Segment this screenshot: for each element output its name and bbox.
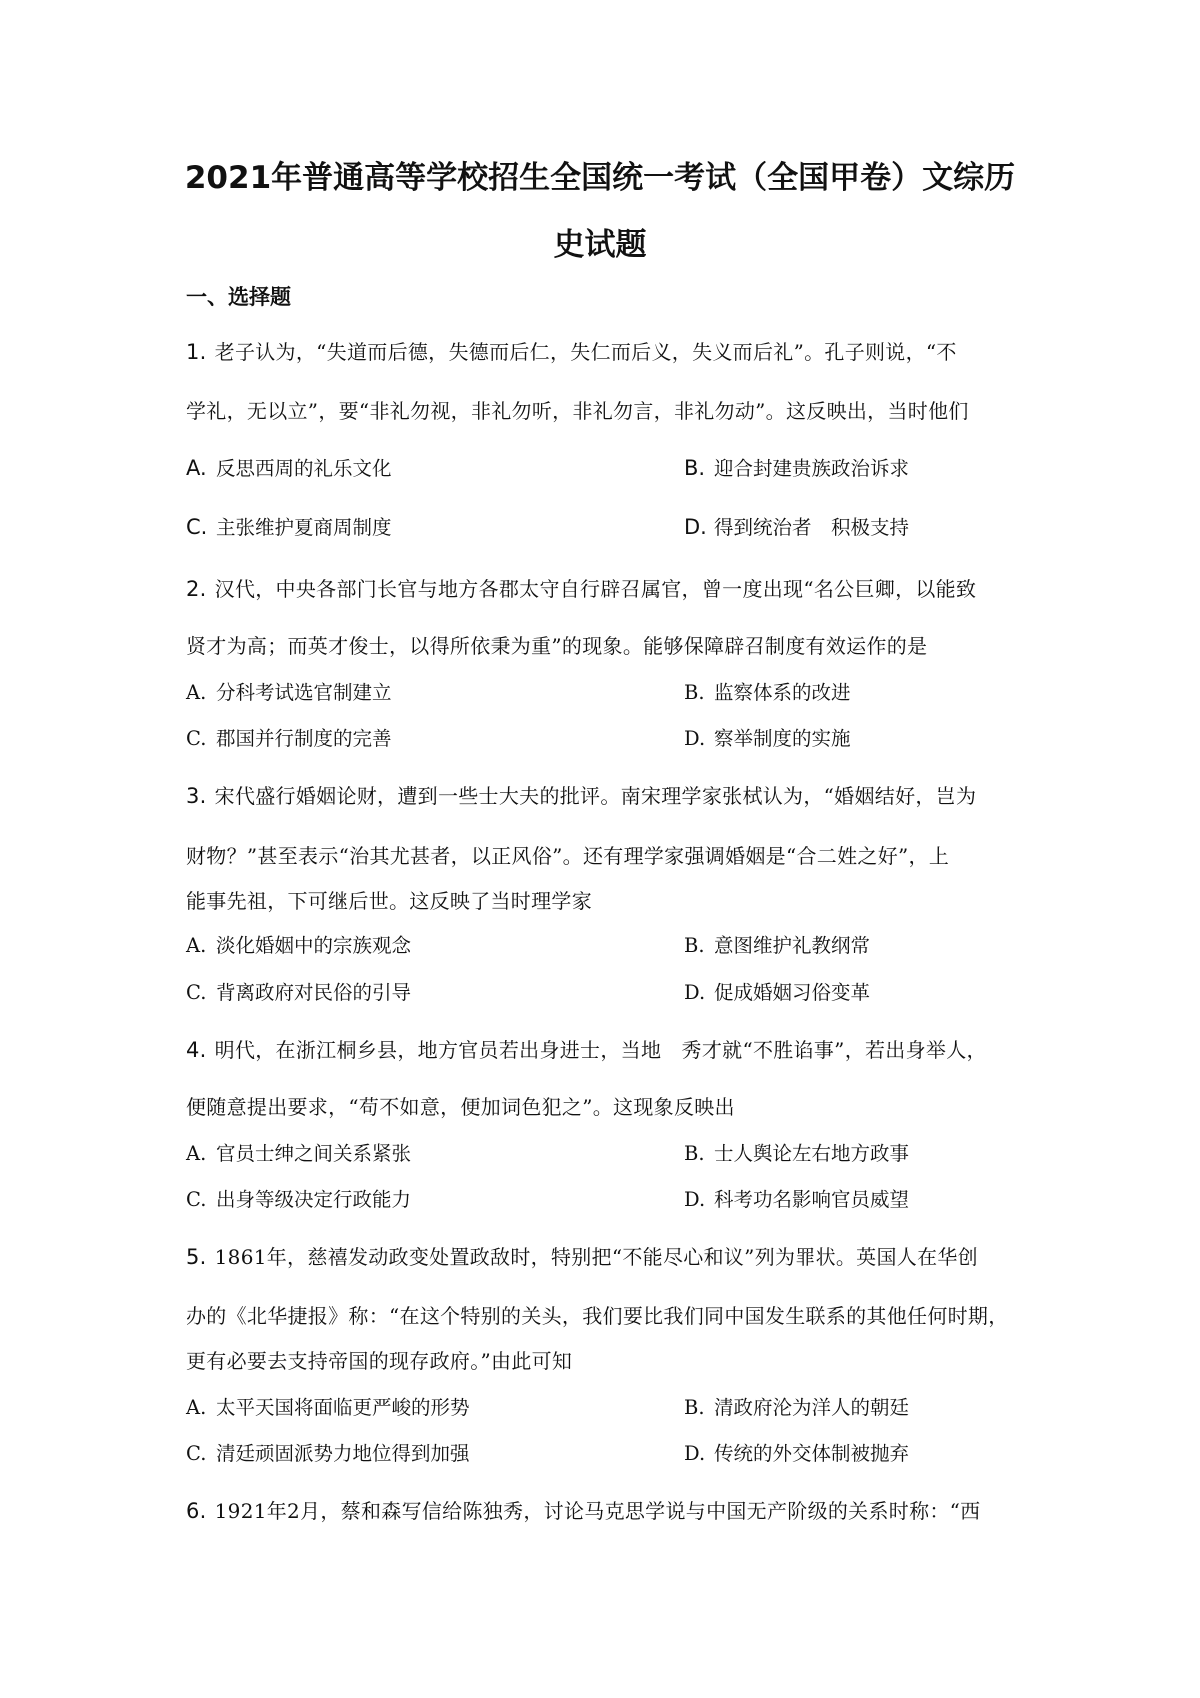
question-4-option-c: [186, 1186, 411, 1214]
question-number: 3.: [186, 784, 207, 808]
question-number: 6.: [186, 1499, 207, 1523]
option-letter: B.: [684, 456, 706, 480]
option-letter: D.: [684, 1442, 706, 1465]
option-letter: D.: [684, 981, 706, 1004]
option-text: 清廷顽固派势力地位得到加强: [216, 1442, 470, 1465]
option-text: 科考功名影响官员威望: [714, 1188, 910, 1211]
option-text: 士人舆论左右地方政事: [714, 1142, 910, 1165]
option-letter: C.: [186, 515, 208, 539]
option-letter: A.: [186, 1142, 207, 1165]
option-text: 分科考试选官制建立: [216, 681, 392, 704]
question-number: 4.: [186, 1038, 207, 1062]
question-3-option-c: [186, 979, 411, 1007]
option-letter: C.: [186, 1442, 207, 1465]
option-text: 传统的外交体制被抛弃: [714, 1442, 910, 1465]
question-3-option-a: [186, 932, 411, 960]
option-letter: A.: [186, 681, 207, 704]
question-3-line-2: 财物？”甚至表示“治其尤甚者，以正风俗”。还有理学家强调婚姻是“合二姓之好”，上: [186, 844, 950, 868]
question-1-option-d: [684, 513, 909, 542]
option-letter: D.: [684, 515, 707, 539]
option-text: 察举制度的实施: [714, 727, 851, 750]
question-text: 宋代盛行婚姻论财，遭到一些士大夫的批评。南宋理学家张栻认为，“婚姻结好，岂为: [214, 784, 977, 808]
option-letter: A.: [186, 456, 207, 480]
question-2-line-1: [186, 575, 976, 603]
option-text: 反思西周的礼乐文化: [216, 457, 392, 480]
question-5-line-3: 更有必要去支持帝国的现存政府。”由此可知: [186, 1349, 573, 1373]
question-6-line-1: [186, 1497, 981, 1525]
question-5-option-c: [186, 1440, 470, 1468]
question-1-option-a: [186, 454, 392, 483]
question-5-option-b: [684, 1394, 909, 1422]
question-number: 2.: [186, 577, 207, 601]
question-2-option-b: [684, 679, 851, 707]
option-text: 得到统治者 积极支持: [714, 516, 910, 539]
question-3-line-1: [186, 782, 976, 810]
question-2-option-c: [186, 725, 392, 753]
question-1-line-1: [186, 338, 957, 366]
question-5-option-d: [684, 1440, 909, 1468]
option-text: 意图维护礼教纲常: [714, 934, 871, 957]
option-text: 太平天国将面临更严峻的形势: [216, 1396, 470, 1419]
option-text: 监察体系的改进: [714, 681, 851, 704]
question-1-option-b: [684, 454, 909, 483]
section-heading: 一、选择题: [186, 285, 291, 309]
option-letter: C.: [186, 727, 207, 750]
question-5-line-1: [186, 1243, 978, 1271]
option-text: 清政府沦为洋人的朝廷: [714, 1396, 910, 1419]
question-1-option-c: [186, 513, 392, 542]
question-2-option-d: [684, 725, 851, 753]
question-number: 5.: [186, 1245, 207, 1269]
question-4-option-d: [684, 1186, 909, 1214]
question-3-line-3: 能事先祖，下可继后世。这反映了当时理学家: [186, 889, 592, 913]
option-letter: D.: [684, 1188, 706, 1211]
option-text: 郡国并行制度的完善: [216, 727, 392, 750]
option-text: 迎合封建贵族政治诉求: [714, 457, 910, 480]
option-letter: B.: [684, 1396, 705, 1419]
option-text: 出身等级决定行政能力: [216, 1188, 412, 1211]
option-text: 促成婚姻习俗变革: [714, 981, 871, 1004]
option-text: 主张维护夏商周制度: [216, 516, 392, 539]
question-2-option-a: [186, 679, 392, 707]
exam-title-line-1: 2021年普通高等学校招生全国统一考试（全国甲卷）文综历: [184, 160, 1016, 196]
option-letter: C.: [186, 981, 207, 1004]
question-text: 1861年，慈禧发动政变处置政敌时，特别把“不能尽心和议”列为罪状。英国人在华创: [214, 1245, 978, 1269]
option-letter: B.: [684, 681, 705, 704]
option-letter: B.: [684, 1142, 705, 1165]
question-1-line-2: 学礼，无以立”，要“非礼勿视，非礼勿听，非礼勿言，非礼勿动”。这反映出，当时他们: [186, 399, 969, 423]
option-letter: C.: [186, 1188, 207, 1211]
question-5-line-2: 办的《北华捷报》称：“在这个特别的关头，我们要比我们同中国发生联系的其他任何时期，: [186, 1304, 1009, 1328]
option-text: 背离政府对民俗的引导: [216, 981, 412, 1004]
question-text: 1921年2月，蔡和森写信给陈独秀，讨论马克思学说与中国无产阶级的关系时称：“西: [214, 1499, 981, 1523]
option-letter: A.: [186, 1396, 207, 1419]
option-text: 淡化婚姻中的宗族观念: [216, 934, 412, 957]
question-4-line-1: [186, 1036, 987, 1064]
question-4-option-a: [186, 1140, 411, 1168]
question-text: 老子认为，“失道而后德，失德而后仁，失仁而后义，失义而后礼”。孔子则说，“不: [214, 340, 957, 364]
question-3-option-b: [684, 932, 870, 960]
question-4-option-b: [684, 1140, 909, 1168]
question-text: 明代，在浙江桐乡县，地方官员若出身进士，当地 秀才就“不胜谄事”，若出身举人，: [214, 1038, 987, 1062]
question-5-option-a: [186, 1394, 470, 1422]
option-letter: D.: [684, 727, 706, 750]
question-number: 1.: [186, 340, 207, 364]
question-4-line-2: 便随意提出要求，“苟不如意，便加词色犯之”。这现象反映出: [186, 1095, 735, 1119]
exam-title-line-2: 史试题: [553, 227, 647, 263]
question-3-option-d: [684, 979, 870, 1007]
question-text: 汉代，中央各部门长官与地方各郡太守自行辟召属官，曾一度出现“名公巨卿，以能致: [214, 577, 977, 601]
option-letter: B.: [684, 934, 705, 957]
question-2-line-2: 贤才为高；而英才俊士，以得所依秉为重”的现象。能够保障辟召制度有效运作的是: [186, 634, 928, 658]
option-text: 官员士绅之间关系紧张: [216, 1142, 412, 1165]
option-letter: A.: [186, 934, 207, 957]
